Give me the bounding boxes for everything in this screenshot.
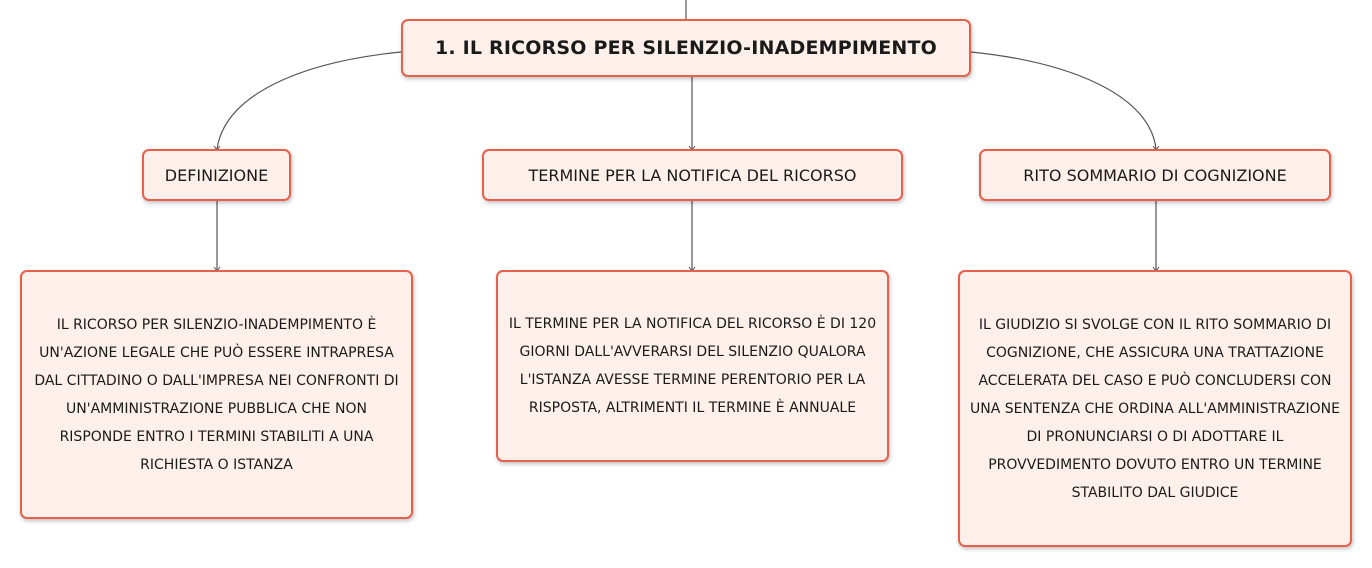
topic-rito-sommario[interactable] xyxy=(979,149,1331,201)
root-topic-title: 1. IL RICORSO PER SILENZIO-INADEMPIMENTO xyxy=(434,37,938,59)
connector-root-rito xyxy=(971,52,1156,149)
topic-termine-notifica-label: TERMINE PER LA NOTIFICA DEL RICORSO xyxy=(528,165,857,185)
detail-definizione-text: IL RICORSO PER SILENZIO-INADEMPIMENTO È UN'AZIONE LEGALE CHE PUÒ ESSERE INTRAPRESA DAL CITTADINO O DALL'IMPRESA NEI CONFRONTI DI UN'AMMINISTRAZIONE PUBBLICA CHE NON RISPONDE ENTRO I TERMINI STABILITI A UNA RICHIESTA O ISTANZA xyxy=(34,316,399,473)
connector-root-definizione xyxy=(217,52,401,149)
detail-definizione[interactable] xyxy=(20,270,413,519)
topic-definizione-label: DEFINIZIONE xyxy=(164,165,269,185)
detail-termine-notifica[interactable] xyxy=(496,270,889,462)
topic-termine-notifica[interactable] xyxy=(482,149,903,201)
detail-rito-sommario[interactable] xyxy=(958,270,1352,547)
detail-rito-sommario-text: IL GIUDIZIO SI SVOLGE CON IL RITO SOMMARIO DI COGNIZIONE, CHE ASSICURA UNA TRATTAZIONE ACCELERATA DEL CASO E PUÒ CONCLUDERSI CON UNA SENTENZA CHE ORDINA ALL'AMMINISTRAZIONE DI PRONUNCIARSI O DI ADOTTARE IL PROVVEDIMENTO DOVUTO ENTRO UN TERMINE STABILITO DAL GIUDICE xyxy=(970,316,1340,501)
detail-termine-notifica-text: IL TERMINE PER LA NOTIFICA DEL RICORSO È DI 120 GIORNI DALL'AVVERARSI DEL SILENZIO QUALORA L'ISTANZA AVESSE TERMINE PERENTORIO PER LA RISPOSTA, ALTRIMENTI IL TERMINE È ANNUALE xyxy=(508,316,877,416)
topic-rito-sommario-label: RITO SOMMARIO DI COGNIZIONE xyxy=(1023,165,1287,185)
root-topic[interactable] xyxy=(401,19,971,77)
topic-definizione[interactable] xyxy=(142,149,291,201)
